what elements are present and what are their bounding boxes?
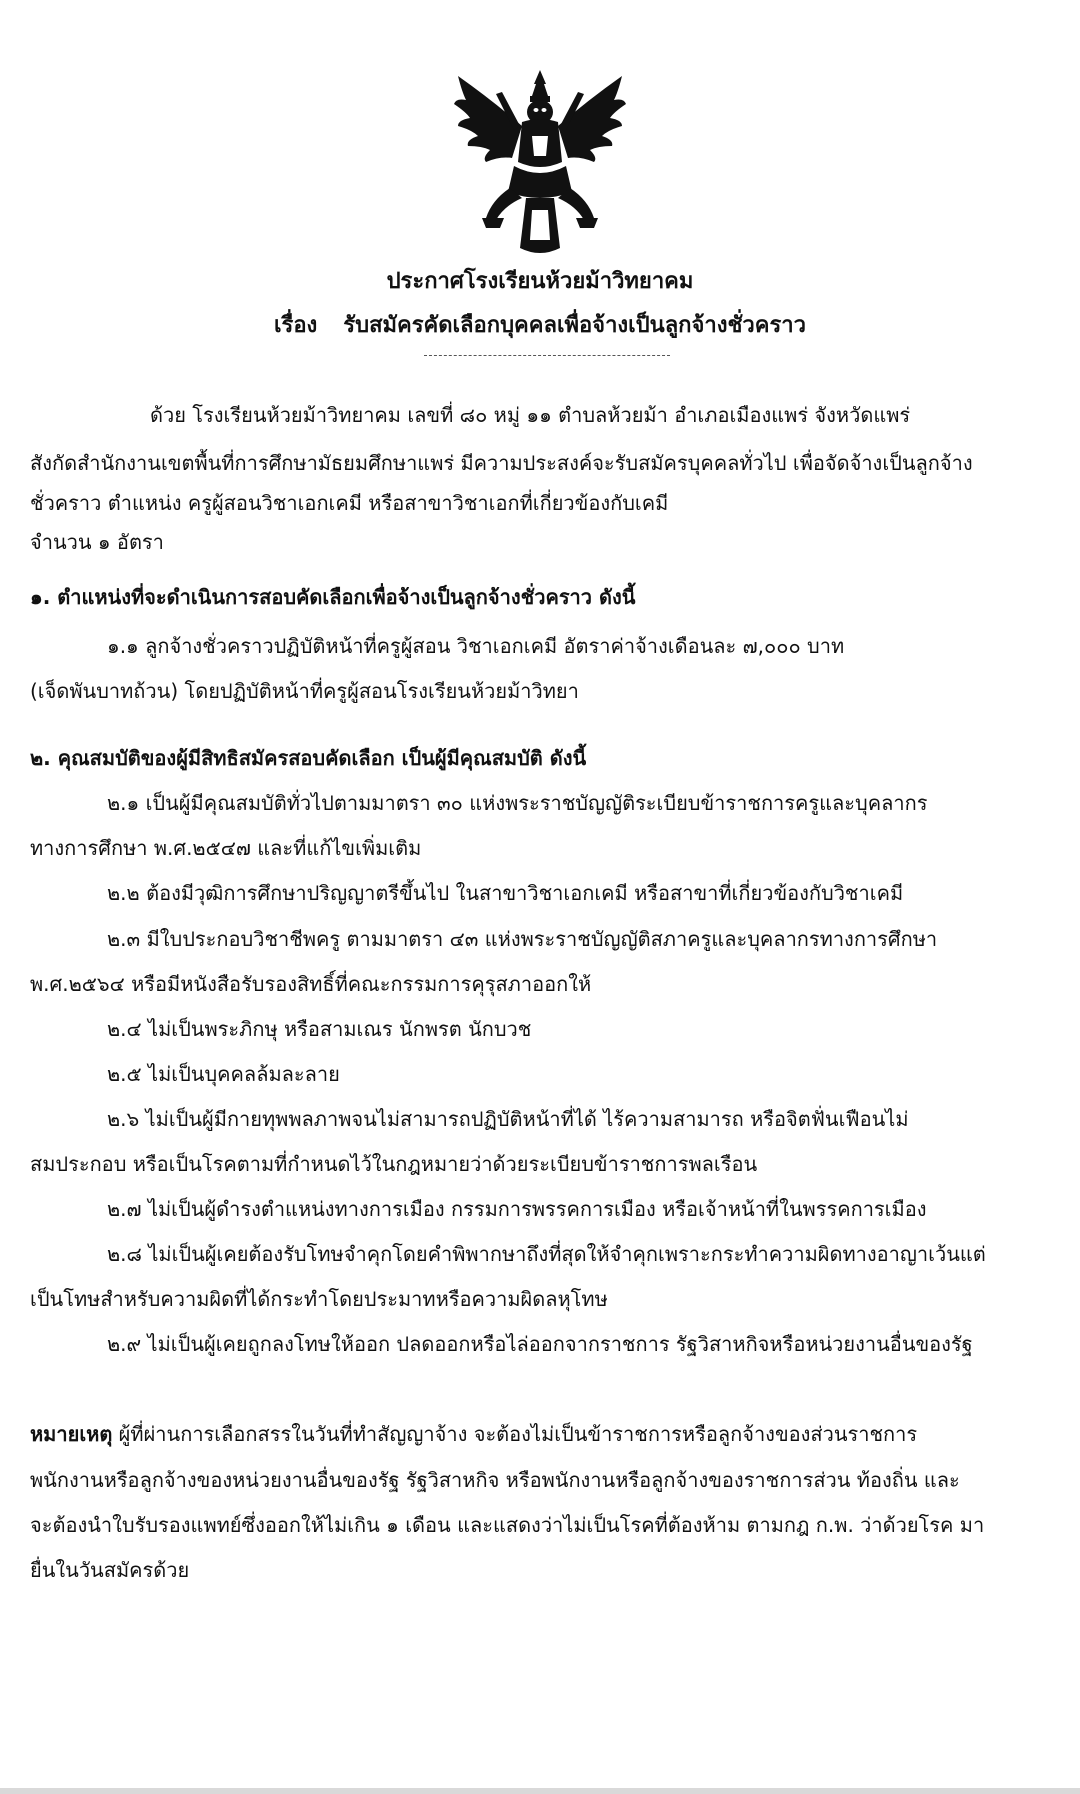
section-2-line: ๒.๘ ไม่เป็นผู้เคยต้องรับโทษจำคุกโดยคำพิพากษาถึงที่สุดให้จำคุกเพราะกระทำความผิดทางอาญาเว้นแต่ [107, 1242, 986, 1266]
garuda-emblem-icon [452, 70, 628, 258]
subject-label: เรื่อง [273, 313, 318, 338]
section-2-line: เป็นโทษสำหรับความผิดที่ได้กระทำโดยประมาทหรือความผิดลหุโทษ [30, 1287, 608, 1311]
note-line: จะต้องนำใบรับรองแพทย์ซึ่งออกให้ไม่เกิน ๑ เดือน และแสดงว่าไม่เป็นโรคที่ต้องห้าม ตามกฎ ก.พ. ว่าด้วยโรค มา [30, 1513, 985, 1537]
section-1-line: (เจ็ดพันบาทถ้วน) โดยปฏิบัติหน้าที่ครูผู้สอนโรงเรียนห้วยม้าวิทยา [30, 679, 579, 703]
section-2-line: ๒.๕ ไม่เป็นบุคคลล้มละลาย [107, 1062, 340, 1086]
section-2-heading: ๒. คุณสมบัติของผู้มีสิทธิสมัครสอบคัดเลือก เป็นผู้มีคุณสมบัติ ดังนี้ [30, 746, 587, 770]
intro-line: สังกัดสำนักงานเขตพื้นที่การศึกษามัธยมศึกษาแพร่ มีความประสงค์จะรับสมัครบุคคลทั่วไป เพื่อจัดจ้างเป็นลูกจ้าง [30, 451, 973, 475]
section-2-line: พ.ศ.๒๕๖๔ หรือมีหนังสือรับรองสิทธิ์ที่คณะกรรมการคุรุสภาออกให้ [30, 972, 592, 996]
announcement-subject [0, 307, 1080, 342]
section-1-heading: ๑. ตำแหน่งที่จะดำเนินการสอบคัดเลือกเพื่อจ้างเป็นลูกจ้างชั่วคราว ดังนี้ [30, 585, 636, 609]
note-label: หมายเหตุ [30, 1422, 113, 1446]
section-2-line: ๒.๗ ไม่เป็นผู้ดำรงตำแหน่งทางการเมือง กรรมการพรรคการเมือง หรือเจ้าหน้าที่ในพรรคการเมือง [107, 1197, 927, 1221]
section-2-line: ๒.๙ ไม่เป็นผู้เคยถูกลงโทษให้ออก ปลดออกหรือไล่ออกจากราชการ รัฐวิสาหกิจหรือหน่วยงานอื่นของรัฐ [107, 1332, 973, 1356]
announcement-title: ประกาศโรงเรียนห้วยม้าวิทยาคม [386, 269, 694, 294]
title-divider [424, 355, 670, 356]
section-2-line: ๒.๓ มีใบประกอบวิชาชีพครู ตามมาตรา ๔๓ แห่งพระราชบัญญัติสภาครูและบุคลากรทางการศึกษา [107, 927, 938, 951]
note-line [30, 1424, 917, 1444]
intro-line: ด้วย โรงเรียนห้วยม้าวิทยาคม เลขที่ ๘๐ หมู่ ๑๑ ตำบลห้วยม้า อำเภอเมืองแพร่ จังหวัดแพร่ [150, 403, 911, 427]
section-2-line: ทางการศึกษา พ.ศ.๒๕๔๗ และที่แก้ไขเพิ่มเติม [30, 836, 422, 860]
note-text: ผู้ที่ผ่านการเลือกสรรในวันที่ทำสัญญาจ้าง จะต้องไม่เป็นข้าราชการหรือลูกจ้างของส่วนราชการ [112, 1422, 918, 1446]
section-2-line: ๒.๖ ไม่เป็นผู้มีกายทุพพลภาพจนไม่สามารถปฏิบัติหน้าที่ได้ ไร้ความสามารถ หรือจิตฟั่นเฟือนไม่ [107, 1107, 909, 1131]
intro-line: ชั่วคราว ตำแหน่ง ครูผู้สอนวิชาเอกเคมี หรือสาขาวิชาเอกที่เกี่ยวข้องกับเคมี [30, 491, 669, 515]
section-2-line: ๒.๔ ไม่เป็นพระภิกษุ หรือสามเณร นักพรต นักบวช [107, 1017, 532, 1041]
section-2-line: ๒.๒ ต้องมีวุฒิการศึกษาปริญญาตรีขึ้นไป ในสาขาวิชาเอกเคมี หรือสาขาที่เกี่ยวข้องกับวิชาเคมี [107, 881, 904, 905]
subject-text: รับสมัครคัดเลือกบุคคลเพื่อจ้างเป็นลูกจ้างชั่วคราว [343, 313, 807, 338]
page-bottom-border [0, 1788, 1080, 1794]
section-1-line: ๑.๑ ลูกจ้างชั่วคราวปฏิบัติหน้าที่ครูผู้สอน วิชาเอกเคมี อัตราค่าจ้างเดือนละ ๗,๐๐๐ บาท [107, 634, 845, 658]
note-line: ยื่นในวันสมัครด้วย [30, 1558, 190, 1582]
section-2-line: สมประกอบ หรือเป็นโรคตามที่กำหนดไว้ในกฎหมายว่าด้วยระเบียบข้าราชการพลเรือน [30, 1152, 758, 1176]
section-2-line: ๒.๑ เป็นผู้มีคุณสมบัติทั่วไปตามมาตรา ๓๐ แห่งพระราชบัญญัติระเบียบข้าราชการครูและบุคลากร [107, 791, 928, 815]
note-line: พนักงานหรือลูกจ้างของหน่วยงานอื่นของรัฐ รัฐวิสาหกิจ หรือพนักงานหรือลูกจ้างของราชการส่วน ท้องถิ่น และ [30, 1468, 960, 1492]
intro-line: จำนวน ๑ อัตรา [30, 530, 164, 554]
